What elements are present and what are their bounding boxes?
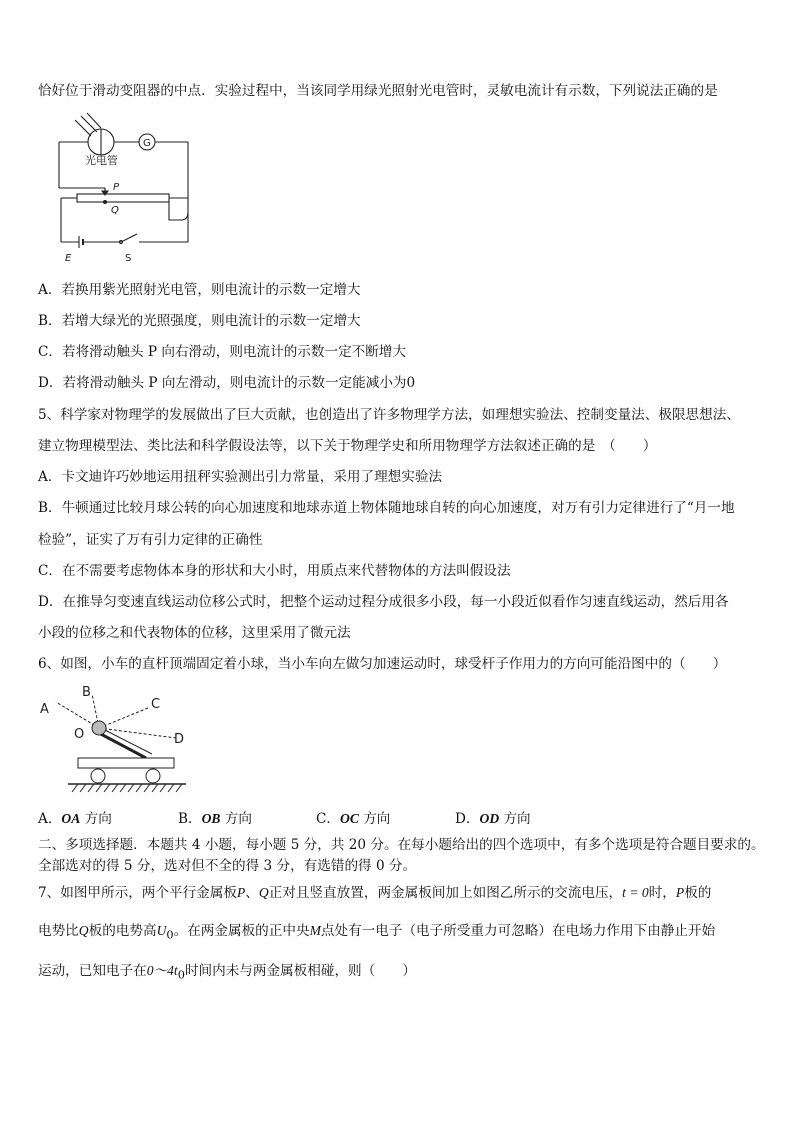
q-label: Q (111, 205, 119, 216)
tube-label: 光电管 (85, 154, 118, 167)
q4-option-b: B．若增大绿光的光照强度，则电流计的示数一定增大 (38, 313, 361, 329)
q5-stem-line2: 建立物理模型法、类比法和科学假设法等，以下关于物理学史和所用物理学方法叙述正确的是 （ ） (38, 438, 657, 454)
section2-line2: 全部选对的得 5 分，选对但不全的得 3 分，有选错的得 0 分。 (38, 858, 417, 874)
label-c: C (151, 697, 161, 712)
q5-option-b-line1: B．牛顿通过比较月球公转的向心加速度和地球赤道上物体随地球自转的向心加速度，对万有引力定律进行了“月一地 (38, 500, 735, 516)
label-d: D (174, 732, 185, 747)
q7-line2: 电势比Q板的电势高$U_0$。在两金属板的正中央M点处有一电子（电子所受重力可忽略）在电场力作用下由静止开始 (38, 923, 716, 942)
e-label: E (65, 253, 72, 264)
q4-option-a: A．若换用紫光照射光电管，则电流计的示数一定增大 (38, 282, 361, 298)
q5-option-a: A．卡文迪许巧妙地运用扭秤实验测出引力常量，采用了理想实验法 (38, 469, 443, 485)
q7-line3: 运动，已知电子在$0\sim 4t_0$时间内未与两金属板相碰，则（ ） (38, 963, 417, 982)
q6-option-a: A．OA 方向 (38, 811, 112, 827)
cart-figure (36, 682, 206, 800)
q6-option-b: B．OB 方向 (178, 811, 252, 827)
q5-option-b-line2: 检验”，证实了万有引力定律的正确性 (38, 532, 263, 548)
galvanometer-label: G (143, 138, 151, 149)
label-b: B (82, 685, 91, 700)
q6-option-c: C．OC 方向 (316, 811, 391, 827)
label-o: O (74, 727, 85, 742)
q4-option-c: C．若将滑动触头 P 向右滑动，则电流计的示数一定不断增大 (38, 344, 407, 360)
photoelectric-circuit-figure (55, 112, 200, 264)
q4-option-d: D．若将滑动触头 P 向左滑动，则电流计的示数一定能减小为0 (38, 375, 416, 391)
label-a: A (40, 702, 49, 717)
q6-stem: 6、如图，小车的直杆顶端固定着小球，当小车向左做匀加速运动时，球受杆子作用力的方向可能沿图中的（ ） (38, 656, 727, 672)
p-label: P (113, 182, 120, 193)
q5-option-c: C．在不需要考虑物体本身的形状和大小时，用质点来代替物体的方法叫假设法 (38, 563, 511, 579)
s-label: S (125, 253, 132, 264)
q6-option-d: D．OD 方向 (455, 811, 531, 827)
q5-stem-line1: 5、科学家对物理学的发展做出了巨大贡献，也创造出了许多物理学方法，如理想实验法、控制变量法、极限思想法、 (38, 407, 740, 423)
section2-line1: 二、多项选择题．本题共 4 小题，每小题 5 分，共 20 分。在每小题给出的四个选项中，有多个选项是符合题目要求的。 (38, 837, 765, 853)
intro-line: 恰好位于滑动变阻器的中点．实验过程中，当该同学用绿光照射光电管时，灵敏电流计有示数，下列说法正确的是 (38, 83, 718, 99)
q5-option-d-line2: 小段的位移之和代表物体的位移，这里采用了微元法 (38, 625, 351, 641)
q5-option-d-line1: D．在推导匀变速直线运动位移公式时，把整个运动过程分成很多小段，每一小段近似看作匀速直线运动，然后用各 (38, 594, 729, 610)
q7-line1: 7、如图甲所示，两个平行金属板P、Q正对且竖直放置，两金属板间加上如图乙所示的交流电压，t = 0时，P板的 (38, 885, 712, 901)
